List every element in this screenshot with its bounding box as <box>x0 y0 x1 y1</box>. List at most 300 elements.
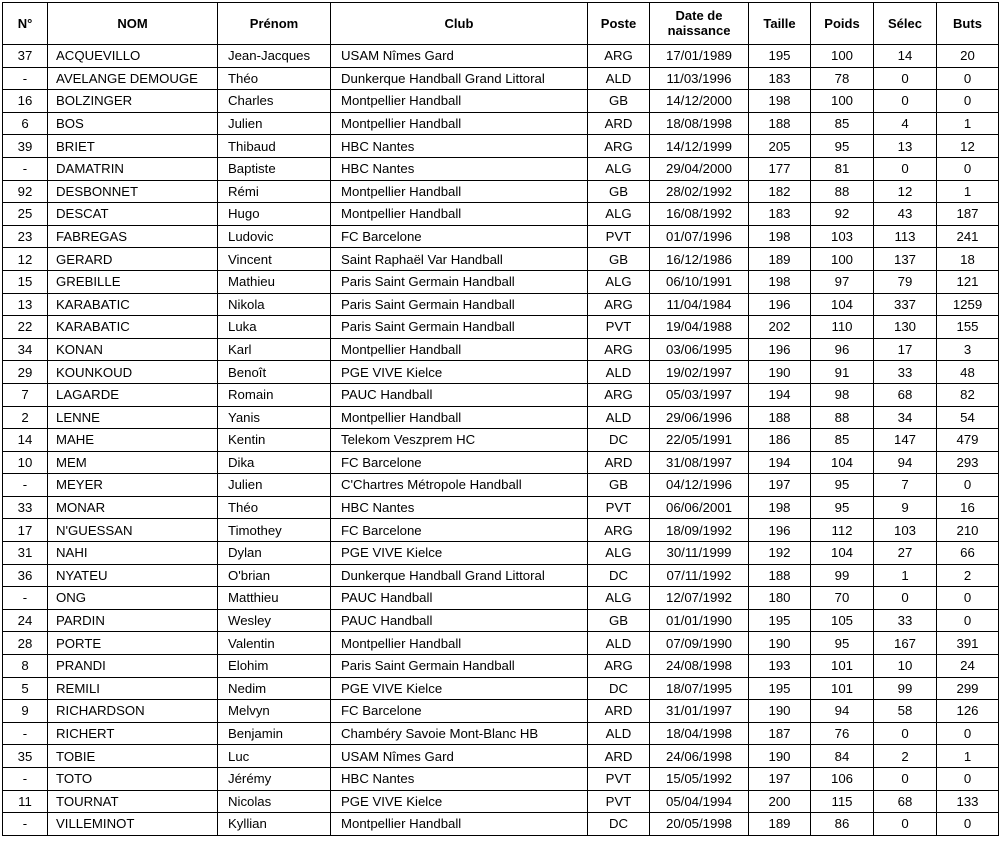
table-row <box>3 768 999 791</box>
cell-nom: KARABATIC <box>48 293 218 316</box>
cell-prenom: Matthieu <box>218 587 331 610</box>
cell-poste: DC <box>588 429 650 452</box>
cell-nom: BOLZINGER <box>48 90 218 113</box>
cell-club: PGE VIVE Kielce <box>331 542 588 565</box>
cell-poste: ARG <box>588 338 650 361</box>
cell-club: Montpellier Handball <box>331 90 588 113</box>
cell-date-naissance: 29/06/1996 <box>650 406 749 429</box>
cell-prenom: Elohim <box>218 655 331 678</box>
cell-poste: ARD <box>588 451 650 474</box>
cell-date-naissance: 18/04/1998 <box>650 722 749 745</box>
cell-buts: 54 <box>937 406 999 429</box>
cell-nom: GERARD <box>48 248 218 271</box>
cell-club: PGE VIVE Kielce <box>331 361 588 384</box>
cell-club: PAUC Handball <box>331 587 588 610</box>
cell-taille: 183 <box>749 203 811 226</box>
cell-club: Paris Saint Germain Handball <box>331 316 588 339</box>
cell-selec: 33 <box>874 361 937 384</box>
cell-date-naissance: 05/03/1997 <box>650 383 749 406</box>
cell-selec: 34 <box>874 406 937 429</box>
cell-date-naissance: 07/11/1992 <box>650 564 749 587</box>
cell-numero: 39 <box>3 135 48 158</box>
table-row <box>3 338 999 361</box>
cell-taille: 194 <box>749 451 811 474</box>
cell-taille: 200 <box>749 790 811 813</box>
table-row <box>3 564 999 587</box>
cell-buts: 0 <box>937 813 999 836</box>
cell-selec: 10 <box>874 655 937 678</box>
table-row <box>3 270 999 293</box>
table-row <box>3 203 999 226</box>
header-date-naissance: Date de naissance <box>650 3 749 45</box>
table-row <box>3 700 999 723</box>
cell-club: Saint Raphaël Var Handball <box>331 248 588 271</box>
cell-prenom: Julien <box>218 112 331 135</box>
cell-prenom: O'brian <box>218 564 331 587</box>
cell-nom: ONG <box>48 587 218 610</box>
table-row <box>3 180 999 203</box>
cell-taille: 177 <box>749 157 811 180</box>
cell-poste: ALG <box>588 203 650 226</box>
cell-prenom: Melvyn <box>218 700 331 723</box>
cell-taille: 186 <box>749 429 811 452</box>
cell-nom: MEYER <box>48 474 218 497</box>
cell-poste: ALG <box>588 587 650 610</box>
cell-poste: ALG <box>588 157 650 180</box>
cell-prenom: Nikola <box>218 293 331 316</box>
cell-prenom: Benjamin <box>218 722 331 745</box>
cell-buts: 126 <box>937 700 999 723</box>
cell-buts: 16 <box>937 496 999 519</box>
cell-date-naissance: 15/05/1992 <box>650 768 749 791</box>
cell-poids: 101 <box>811 655 874 678</box>
cell-poids: 106 <box>811 768 874 791</box>
cell-selec: 33 <box>874 609 937 632</box>
cell-numero: - <box>3 67 48 90</box>
cell-nom: KOUNKOUD <box>48 361 218 384</box>
table-row <box>3 722 999 745</box>
cell-date-naissance: 06/06/2001 <box>650 496 749 519</box>
cell-selec: 12 <box>874 180 937 203</box>
cell-prenom: Wesley <box>218 609 331 632</box>
cell-poste: GB <box>588 474 650 497</box>
cell-taille: 198 <box>749 496 811 519</box>
cell-poids: 104 <box>811 451 874 474</box>
cell-buts: 241 <box>937 225 999 248</box>
cell-prenom: Luc <box>218 745 331 768</box>
cell-prenom: Charles <box>218 90 331 113</box>
cell-nom: KARABATIC <box>48 316 218 339</box>
cell-date-naissance: 17/01/1989 <box>650 45 749 68</box>
cell-taille: 196 <box>749 519 811 542</box>
cell-prenom: Thibaud <box>218 135 331 158</box>
cell-date-naissance: 20/05/1998 <box>650 813 749 836</box>
cell-date-naissance: 29/04/2000 <box>650 157 749 180</box>
cell-selec: 13 <box>874 135 937 158</box>
cell-poste: ARG <box>588 383 650 406</box>
cell-taille: 183 <box>749 67 811 90</box>
cell-date-naissance: 31/01/1997 <box>650 700 749 723</box>
cell-date-naissance: 18/09/1992 <box>650 519 749 542</box>
cell-nom: FABREGAS <box>48 225 218 248</box>
cell-poids: 86 <box>811 813 874 836</box>
cell-nom: DAMATRIN <box>48 157 218 180</box>
cell-club: Montpellier Handball <box>331 203 588 226</box>
cell-poids: 99 <box>811 564 874 587</box>
header-prenom: Prénom <box>218 3 331 45</box>
cell-poids: 91 <box>811 361 874 384</box>
cell-poste: ALD <box>588 361 650 384</box>
cell-numero: 36 <box>3 564 48 587</box>
cell-poids: 94 <box>811 700 874 723</box>
table-row <box>3 225 999 248</box>
cell-club: Paris Saint Germain Handball <box>331 270 588 293</box>
cell-poids: 101 <box>811 677 874 700</box>
cell-poste: ALD <box>588 722 650 745</box>
cell-numero: 7 <box>3 383 48 406</box>
cell-taille: 190 <box>749 700 811 723</box>
cell-club: PAUC Handball <box>331 609 588 632</box>
table-row <box>3 45 999 68</box>
header-club: Club <box>331 3 588 45</box>
cell-nom: PORTE <box>48 632 218 655</box>
cell-prenom: Rémi <box>218 180 331 203</box>
cell-date-naissance: 01/07/1996 <box>650 225 749 248</box>
cell-taille: 198 <box>749 90 811 113</box>
cell-selec: 103 <box>874 519 937 542</box>
cell-poids: 98 <box>811 383 874 406</box>
cell-prenom: Yanis <box>218 406 331 429</box>
cell-nom: TOURNAT <box>48 790 218 813</box>
cell-numero: 24 <box>3 609 48 632</box>
table-row <box>3 361 999 384</box>
cell-numero: 10 <box>3 451 48 474</box>
cell-poids: 95 <box>811 135 874 158</box>
player-roster-table <box>2 2 999 836</box>
cell-taille: 190 <box>749 361 811 384</box>
cell-taille: 194 <box>749 383 811 406</box>
cell-numero: 11 <box>3 790 48 813</box>
cell-nom: PARDIN <box>48 609 218 632</box>
cell-numero: 9 <box>3 700 48 723</box>
cell-poids: 85 <box>811 112 874 135</box>
cell-nom: MEM <box>48 451 218 474</box>
cell-prenom: Karl <box>218 338 331 361</box>
cell-date-naissance: 05/04/1994 <box>650 790 749 813</box>
cell-nom: BRIET <box>48 135 218 158</box>
cell-buts: 24 <box>937 655 999 678</box>
cell-taille: 196 <box>749 293 811 316</box>
cell-buts: 479 <box>937 429 999 452</box>
cell-club: Montpellier Handball <box>331 112 588 135</box>
cell-buts: 293 <box>937 451 999 474</box>
cell-buts: 0 <box>937 474 999 497</box>
cell-selec: 68 <box>874 790 937 813</box>
cell-taille: 188 <box>749 564 811 587</box>
cell-selec: 337 <box>874 293 937 316</box>
cell-nom: ACQUEVILLO <box>48 45 218 68</box>
cell-numero: 92 <box>3 180 48 203</box>
cell-prenom: Jérémy <box>218 768 331 791</box>
cell-club: FC Barcelone <box>331 700 588 723</box>
cell-buts: 155 <box>937 316 999 339</box>
cell-selec: 58 <box>874 700 937 723</box>
table-row <box>3 135 999 158</box>
table-row <box>3 655 999 678</box>
cell-selec: 1 <box>874 564 937 587</box>
table-row <box>3 383 999 406</box>
cell-poids: 85 <box>811 429 874 452</box>
cell-selec: 14 <box>874 45 937 68</box>
cell-taille: 197 <box>749 474 811 497</box>
cell-buts: 299 <box>937 677 999 700</box>
cell-buts: 1259 <box>937 293 999 316</box>
cell-poste: PVT <box>588 768 650 791</box>
cell-nom: DESBONNET <box>48 180 218 203</box>
cell-club: C'Chartres Métropole Handball <box>331 474 588 497</box>
cell-selec: 0 <box>874 67 937 90</box>
cell-taille: 188 <box>749 406 811 429</box>
cell-poids: 105 <box>811 609 874 632</box>
cell-poste: ALD <box>588 67 650 90</box>
cell-selec: 0 <box>874 768 937 791</box>
cell-poids: 115 <box>811 790 874 813</box>
cell-poste: DC <box>588 564 650 587</box>
table-row <box>3 90 999 113</box>
cell-numero: - <box>3 768 48 791</box>
cell-numero: 29 <box>3 361 48 384</box>
cell-poste: PVT <box>588 225 650 248</box>
cell-prenom: Julien <box>218 474 331 497</box>
cell-date-naissance: 28/02/1992 <box>650 180 749 203</box>
cell-poids: 95 <box>811 632 874 655</box>
cell-date-naissance: 14/12/1999 <box>650 135 749 158</box>
table-row <box>3 632 999 655</box>
cell-taille: 196 <box>749 338 811 361</box>
cell-selec: 7 <box>874 474 937 497</box>
cell-selec: 68 <box>874 383 937 406</box>
cell-numero: - <box>3 813 48 836</box>
cell-selec: 130 <box>874 316 937 339</box>
cell-selec: 137 <box>874 248 937 271</box>
cell-nom: DESCAT <box>48 203 218 226</box>
cell-date-naissance: 19/04/1988 <box>650 316 749 339</box>
cell-club: USAM Nîmes Gard <box>331 745 588 768</box>
cell-nom: RICHERT <box>48 722 218 745</box>
cell-prenom: Kentin <box>218 429 331 452</box>
cell-club: Montpellier Handball <box>331 338 588 361</box>
cell-nom: MAHE <box>48 429 218 452</box>
cell-selec: 9 <box>874 496 937 519</box>
cell-date-naissance: 31/08/1997 <box>650 451 749 474</box>
cell-taille: 198 <box>749 225 811 248</box>
table-row <box>3 451 999 474</box>
cell-date-naissance: 07/09/1990 <box>650 632 749 655</box>
cell-date-naissance: 18/08/1998 <box>650 112 749 135</box>
cell-date-naissance: 16/12/1986 <box>650 248 749 271</box>
table-row <box>3 496 999 519</box>
cell-club: Montpellier Handball <box>331 813 588 836</box>
cell-taille: 192 <box>749 542 811 565</box>
cell-poids: 100 <box>811 248 874 271</box>
cell-club: HBC Nantes <box>331 157 588 180</box>
cell-poste: ARD <box>588 700 650 723</box>
cell-nom: RICHARDSON <box>48 700 218 723</box>
cell-buts: 0 <box>937 768 999 791</box>
header-buts: Buts <box>937 3 999 45</box>
cell-club: FC Barcelone <box>331 225 588 248</box>
cell-poids: 95 <box>811 496 874 519</box>
cell-date-naissance: 12/07/1992 <box>650 587 749 610</box>
cell-buts: 66 <box>937 542 999 565</box>
cell-prenom: Jean-Jacques <box>218 45 331 68</box>
cell-buts: 1 <box>937 745 999 768</box>
cell-taille: 197 <box>749 768 811 791</box>
cell-poids: 70 <box>811 587 874 610</box>
cell-taille: 190 <box>749 745 811 768</box>
cell-numero: - <box>3 587 48 610</box>
cell-club: Chambéry Savoie Mont-Blanc HB <box>331 722 588 745</box>
cell-buts: 12 <box>937 135 999 158</box>
table-row <box>3 406 999 429</box>
cell-numero: - <box>3 474 48 497</box>
cell-club: Telekom Veszprem HC <box>331 429 588 452</box>
cell-numero: 16 <box>3 90 48 113</box>
cell-poids: 104 <box>811 293 874 316</box>
cell-numero: 33 <box>3 496 48 519</box>
cell-date-naissance: 11/04/1984 <box>650 293 749 316</box>
cell-club: HBC Nantes <box>331 768 588 791</box>
cell-poste: ALG <box>588 270 650 293</box>
header-taille: Taille <box>749 3 811 45</box>
cell-poste: GB <box>588 609 650 632</box>
cell-nom: LENNE <box>48 406 218 429</box>
cell-selec: 79 <box>874 270 937 293</box>
cell-numero: 22 <box>3 316 48 339</box>
cell-prenom: Théo <box>218 67 331 90</box>
cell-poids: 95 <box>811 474 874 497</box>
cell-poids: 96 <box>811 338 874 361</box>
cell-poste: ARG <box>588 519 650 542</box>
cell-selec: 147 <box>874 429 937 452</box>
cell-club: Montpellier Handball <box>331 180 588 203</box>
cell-prenom: Romain <box>218 383 331 406</box>
cell-numero: 2 <box>3 406 48 429</box>
cell-numero: - <box>3 157 48 180</box>
cell-taille: 198 <box>749 270 811 293</box>
cell-poste: ARG <box>588 293 650 316</box>
cell-numero: 12 <box>3 248 48 271</box>
cell-selec: 0 <box>874 90 937 113</box>
cell-taille: 195 <box>749 609 811 632</box>
cell-selec: 2 <box>874 745 937 768</box>
cell-buts: 20 <box>937 45 999 68</box>
cell-poids: 100 <box>811 45 874 68</box>
cell-prenom: Mathieu <box>218 270 331 293</box>
table-row <box>3 609 999 632</box>
cell-nom: NYATEU <box>48 564 218 587</box>
cell-date-naissance: 06/10/1991 <box>650 270 749 293</box>
cell-numero: 6 <box>3 112 48 135</box>
cell-selec: 0 <box>874 157 937 180</box>
cell-taille: 195 <box>749 677 811 700</box>
cell-date-naissance: 24/08/1998 <box>650 655 749 678</box>
header-poids: Poids <box>811 3 874 45</box>
cell-buts: 1 <box>937 112 999 135</box>
cell-nom: NAHI <box>48 542 218 565</box>
cell-numero: - <box>3 722 48 745</box>
cell-prenom: Théo <box>218 496 331 519</box>
cell-poste: GB <box>588 90 650 113</box>
cell-club: PGE VIVE Kielce <box>331 677 588 700</box>
cell-numero: 5 <box>3 677 48 700</box>
cell-selec: 94 <box>874 451 937 474</box>
table-row <box>3 293 999 316</box>
cell-club: HBC Nantes <box>331 135 588 158</box>
cell-club: Dunkerque Handball Grand Littoral <box>331 564 588 587</box>
cell-buts: 133 <box>937 790 999 813</box>
cell-taille: 187 <box>749 722 811 745</box>
cell-club: FC Barcelone <box>331 519 588 542</box>
cell-nom: TOTO <box>48 768 218 791</box>
cell-club: Paris Saint Germain Handball <box>331 293 588 316</box>
cell-selec: 113 <box>874 225 937 248</box>
cell-club: FC Barcelone <box>331 451 588 474</box>
table-row <box>3 542 999 565</box>
cell-buts: 0 <box>937 67 999 90</box>
cell-nom: MONAR <box>48 496 218 519</box>
cell-club: Dunkerque Handball Grand Littoral <box>331 67 588 90</box>
cell-poste: PVT <box>588 790 650 813</box>
cell-selec: 0 <box>874 722 937 745</box>
cell-club: PAUC Handball <box>331 383 588 406</box>
cell-taille: 188 <box>749 112 811 135</box>
cell-buts: 210 <box>937 519 999 542</box>
header-row <box>3 3 999 45</box>
cell-selec: 27 <box>874 542 937 565</box>
cell-poids: 81 <box>811 157 874 180</box>
cell-buts: 391 <box>937 632 999 655</box>
cell-poste: ARG <box>588 45 650 68</box>
cell-prenom: Benoît <box>218 361 331 384</box>
table-row <box>3 248 999 271</box>
cell-taille: 189 <box>749 248 811 271</box>
cell-club: Montpellier Handball <box>331 632 588 655</box>
cell-numero: 17 <box>3 519 48 542</box>
cell-date-naissance: 16/08/1992 <box>650 203 749 226</box>
cell-prenom: Nicolas <box>218 790 331 813</box>
cell-taille: 202 <box>749 316 811 339</box>
cell-nom: VILLEMINOT <box>48 813 218 836</box>
cell-selec: 0 <box>874 587 937 610</box>
cell-buts: 0 <box>937 157 999 180</box>
cell-date-naissance: 14/12/2000 <box>650 90 749 113</box>
table-row <box>3 519 999 542</box>
cell-club: USAM Nîmes Gard <box>331 45 588 68</box>
cell-nom: KONAN <box>48 338 218 361</box>
cell-buts: 48 <box>937 361 999 384</box>
cell-buts: 1 <box>937 180 999 203</box>
cell-poids: 100 <box>811 90 874 113</box>
cell-poids: 88 <box>811 180 874 203</box>
cell-poids: 112 <box>811 519 874 542</box>
table-row <box>3 745 999 768</box>
cell-taille: 193 <box>749 655 811 678</box>
cell-poste: ARG <box>588 135 650 158</box>
cell-nom: TOBIE <box>48 745 218 768</box>
table-row <box>3 112 999 135</box>
header-selec: Sélec <box>874 3 937 45</box>
